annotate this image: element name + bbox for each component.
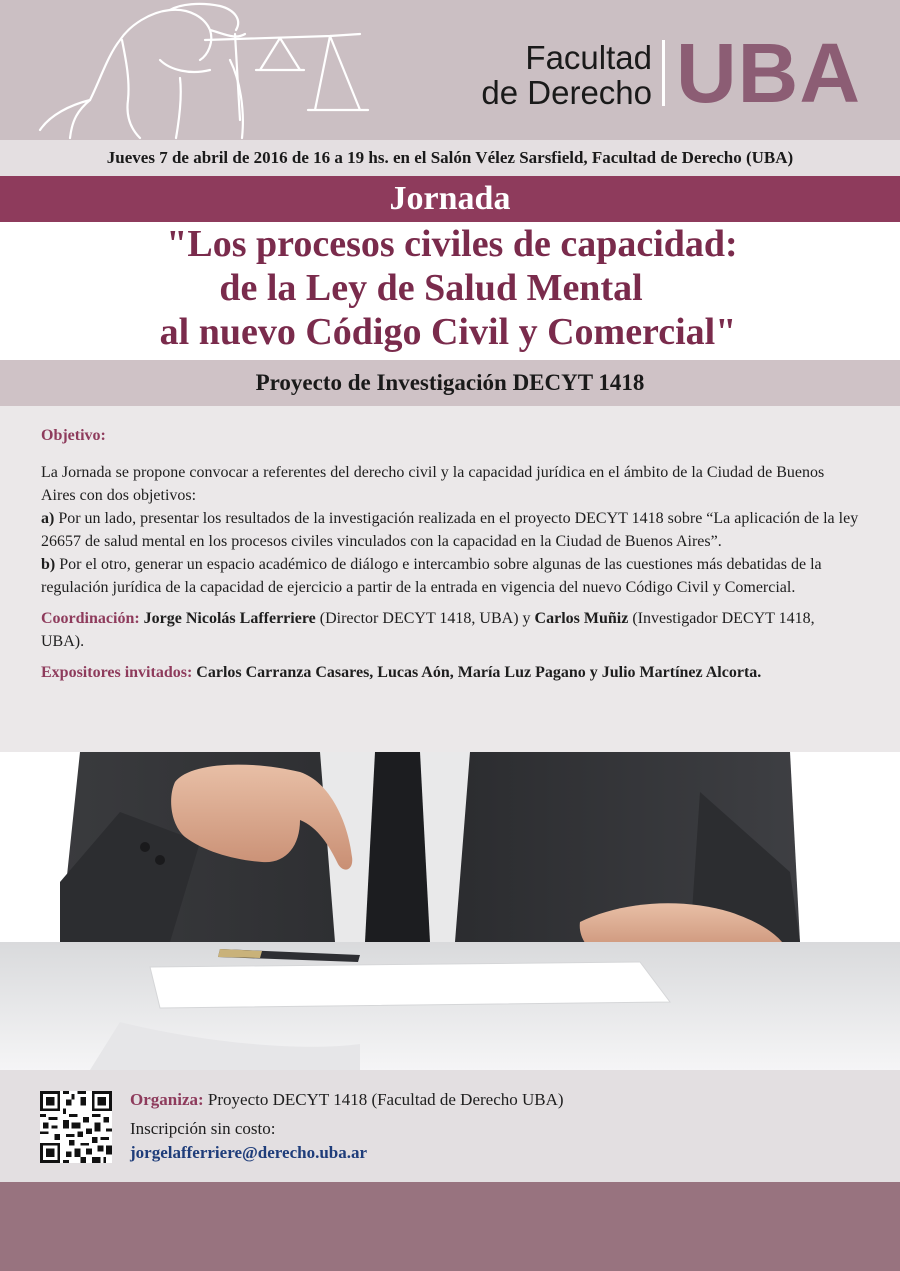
footer-info <box>130 1088 564 1165</box>
coordination-label: Coordinación: <box>41 610 140 627</box>
objective-a-marker: a) <box>41 510 55 527</box>
description-section <box>0 406 900 752</box>
title-line-1: "Los procesos civiles de capacidad: <box>166 223 738 265</box>
speakers <box>41 661 860 684</box>
faculty-line-1: Facultad <box>525 39 652 76</box>
objective-label: Objetivo: <box>41 427 106 444</box>
event-type: Jornada <box>389 180 511 217</box>
coordinator-1-role: (Director DECYT 1418, UBA) y <box>315 610 535 627</box>
faculty-name <box>462 40 652 110</box>
header-banner <box>0 0 900 140</box>
speakers-label: Expositores invitados: <box>41 664 193 681</box>
objective-b <box>41 553 860 599</box>
coordinator-1: Jorge Nicolás Lafferriere <box>143 610 316 627</box>
photo-illustration <box>0 752 900 1070</box>
contact-email-link[interactable]: jorgelafferriere@derecho.uba.ar <box>130 1143 368 1162</box>
objective-b-marker: b) <box>41 556 56 573</box>
event-title <box>0 222 900 360</box>
objective-b-text: Por el otro, generar un espacio académico de diálogo e intercambio sobre algunas de las cuestiones más debatidas de la regulación jurídica de la capacidad de ejercicio a partir de la entrada en vigencia del nuevo Código Civil y Comercial. <box>41 556 822 596</box>
event-date-band <box>0 140 900 176</box>
event-date: Jueves 7 de abril de 2016 de 16 a 19 hs. en el Salón Vélez Sarsfield, Facultad de Derecho (UBA) <box>106 148 794 167</box>
objective-intro: La Jornada se propone convocar a referentes del derecho civil y la capacidad jurídica en el ámbito de la Ciudad de Buenos Aires con dos objetivos: <box>41 464 825 504</box>
uba-logo: UBA <box>676 26 861 120</box>
organizer <box>130 1088 564 1112</box>
objective-a-text: Por un lado, presentar los resultados de la investigación realizada en el proyecto DECYT 1418 sobre “La aplicación de la ley 26657 de salud mental en los procesos civiles vinculados con la capacidad en la Ciudad de Buenos Aires”. <box>41 510 859 550</box>
title-line-3: al nuevo Código Civil y Comercial" <box>159 311 737 353</box>
speakers-names: Carlos Carranza Casares, Lucas Aón, María Luz Pagano y Julio Martínez Alcorta. <box>192 664 762 681</box>
bottom-band <box>0 1182 900 1271</box>
qr-code-icon[interactable] <box>40 1091 112 1163</box>
coordinator-2: Carlos Muñiz <box>534 610 629 627</box>
coordinator-2-role: (Investigador DECYT 1418, UBA). <box>41 610 815 650</box>
objective-a <box>41 507 860 553</box>
logo-divider <box>662 40 665 106</box>
businessman-photo <box>0 752 900 1070</box>
organizer-label: Organiza: <box>130 1090 204 1109</box>
footer-section <box>0 1070 900 1182</box>
event-type-band <box>0 176 900 222</box>
lady-justice-illustration <box>30 0 400 140</box>
registration-note: Inscripción sin costo: <box>130 1119 276 1138</box>
project-band <box>0 360 900 406</box>
faculty-line-2: de Derecho <box>481 74 652 111</box>
organizer-text: Proyecto DECYT 1418 (Facultad de Derecho UBA) <box>203 1090 564 1109</box>
title-line-2: de la Ley de Salud Mental <box>219 267 643 309</box>
project-name: Proyecto de Investigación DECYT 1418 <box>255 370 645 395</box>
coordination <box>41 607 860 653</box>
